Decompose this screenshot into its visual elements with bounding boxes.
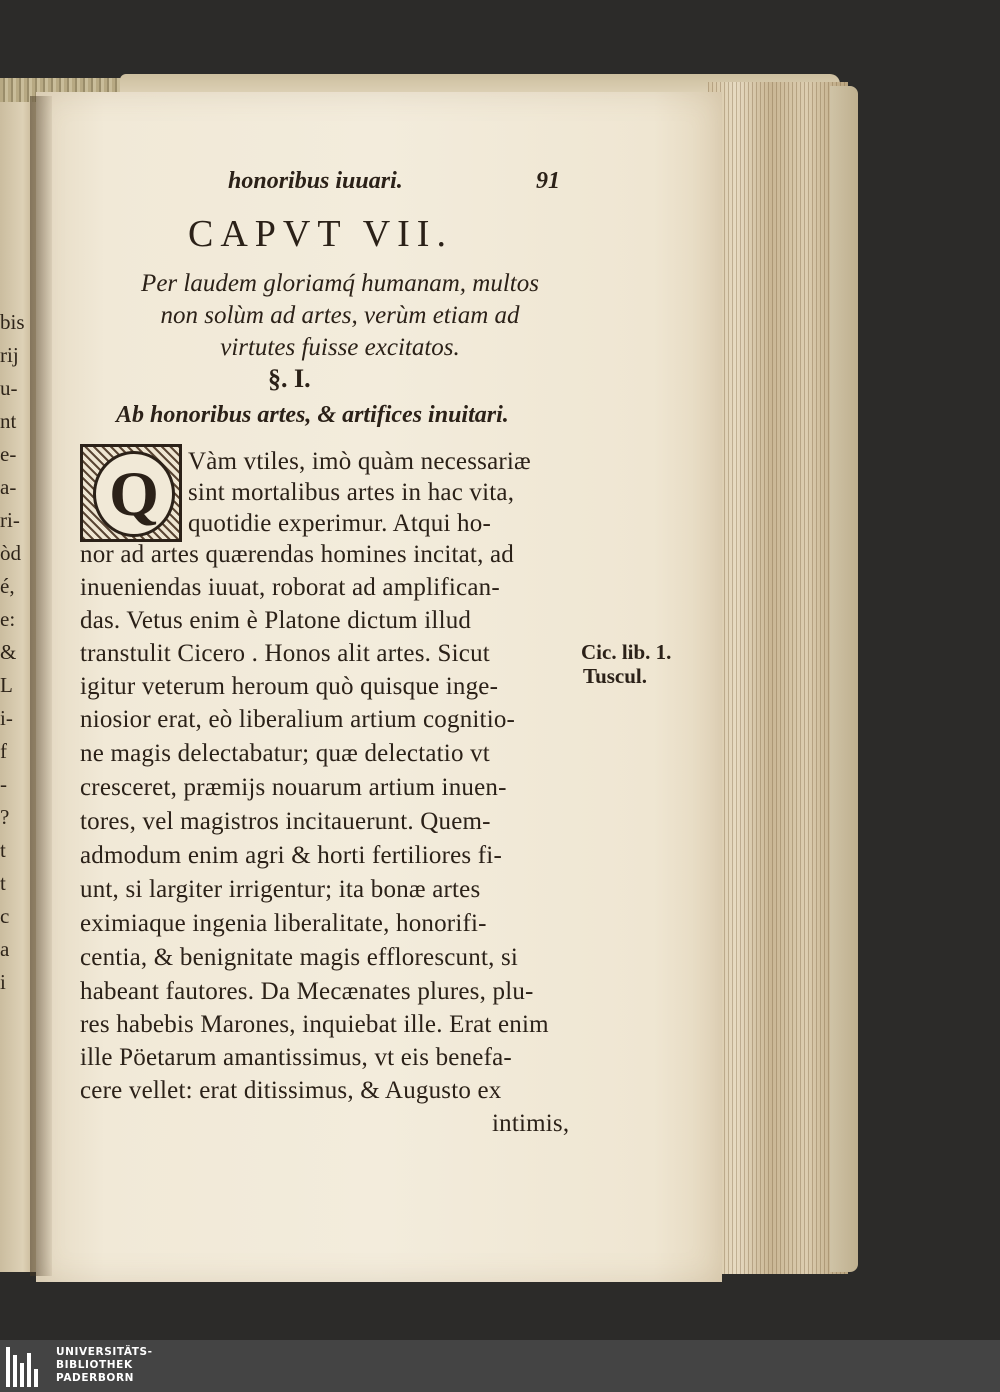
page-gutter-shadow bbox=[30, 96, 52, 1276]
catchword: intimis, bbox=[492, 1110, 570, 1137]
marginal-note-line: Cic. lib. 1. bbox=[581, 640, 672, 664]
decorated-initial bbox=[80, 444, 182, 542]
body-line: admodum enim agri & horti fertiliores fi- bbox=[80, 842, 502, 869]
body-line: centia, & benignitate magis efflorescunt, si bbox=[80, 944, 519, 971]
library-logo-icon bbox=[6, 1347, 44, 1387]
left-fragment: e: bbox=[0, 607, 16, 631]
chapter-subtitle-line: non solùm ad artes, verùm etiam ad bbox=[160, 302, 520, 329]
body-line: ille Pöetarum amantissimus, vt eis benefa- bbox=[80, 1044, 512, 1071]
left-fragment: ? bbox=[0, 805, 10, 829]
left-fragment: é, bbox=[0, 574, 15, 598]
logo-line: PADERBORN bbox=[56, 1372, 135, 1384]
page-edges-stack bbox=[708, 82, 848, 1274]
page-number: 91 bbox=[536, 168, 560, 194]
body-line: nor ad artes quærendas homines incitat, ad bbox=[80, 541, 514, 568]
library-logo-text bbox=[56, 1346, 153, 1385]
initial-letter: Q bbox=[93, 451, 175, 537]
left-fragment: t bbox=[0, 871, 6, 895]
body-line: igitur veterum heroum quò quisque inge- bbox=[80, 673, 499, 700]
chapter-subtitle-line: Per laudem gloriamq́ humanam, multos bbox=[141, 270, 539, 297]
body-line: cresceret, præmijs nouarum artium inuen- bbox=[80, 774, 507, 801]
left-fragment: ri- bbox=[0, 508, 20, 532]
left-fragment: & bbox=[0, 640, 17, 664]
cover-right-edge bbox=[830, 86, 858, 1272]
footer-bar bbox=[0, 1340, 1000, 1392]
body-line: cere vellet: erat ditissimus, & Augusto ex bbox=[80, 1077, 502, 1104]
left-fragment: L bbox=[0, 673, 13, 697]
section-title: Ab honoribus artes, & artifices inuitari. bbox=[116, 402, 509, 428]
logo-line: BIBLIOTHEK bbox=[56, 1359, 133, 1371]
running-title: honoribus iuuari. bbox=[228, 168, 403, 194]
chapter-subtitle-line: virtutes fuisse excitatos. bbox=[220, 334, 460, 361]
body-line: sint mortalibus artes in hac vita, bbox=[188, 479, 515, 506]
body-line: quotidie experimur. Atqui ho- bbox=[188, 510, 491, 537]
left-fragment: t bbox=[0, 838, 6, 862]
body-line: Vàm vtiles, imò quàm necessariæ bbox=[188, 448, 531, 475]
left-fragment: - bbox=[0, 772, 7, 796]
left-fragment: f bbox=[0, 739, 7, 763]
left-fragment: nt bbox=[0, 409, 17, 433]
left-fragment: a- bbox=[0, 475, 17, 499]
body-line: res habebis Marones, inquiebat ille. Erat enim bbox=[80, 1011, 549, 1038]
marginal-note-line: Tuscul. bbox=[583, 664, 648, 688]
body-line: tores, vel magistros incitauerunt. Quem- bbox=[80, 808, 491, 835]
left-fragment: e- bbox=[0, 442, 17, 466]
section-number: §. I. bbox=[268, 364, 311, 393]
body-line: das. Vetus enim è Platone dictum illud bbox=[80, 607, 472, 634]
body-line: unt, si largiter irrigentur; ita bonæ artes bbox=[80, 876, 481, 903]
body-line: ne magis delectabatur; quæ delectatio vt bbox=[80, 740, 490, 767]
left-fragment: rij bbox=[0, 343, 19, 367]
logo-line: UNIVERSITÄTS- bbox=[56, 1346, 153, 1358]
left-fragment: u- bbox=[0, 376, 18, 400]
left-fragment: i bbox=[0, 970, 6, 994]
left-fragment: òd bbox=[0, 541, 21, 565]
body-line: eximiaque ingenia liberalitate, honorifi- bbox=[80, 910, 487, 937]
left-fragment: i- bbox=[0, 706, 13, 730]
body-line: inueniendas iuuat, roborat ad amplifican- bbox=[80, 574, 500, 601]
left-fragment: c bbox=[0, 904, 10, 928]
body-line: niosior erat, eò liberalium artium cognitio- bbox=[80, 706, 516, 733]
left-fragment: bis bbox=[0, 310, 25, 334]
left-fragment: a bbox=[0, 937, 10, 961]
chapter-heading: CAPVT VII. bbox=[188, 213, 453, 255]
body-line: transtulit Cicero . Honos alit artes. Sicut bbox=[80, 640, 490, 667]
body-line: habeant fautores. Da Mecænates plures, plu- bbox=[80, 978, 534, 1005]
